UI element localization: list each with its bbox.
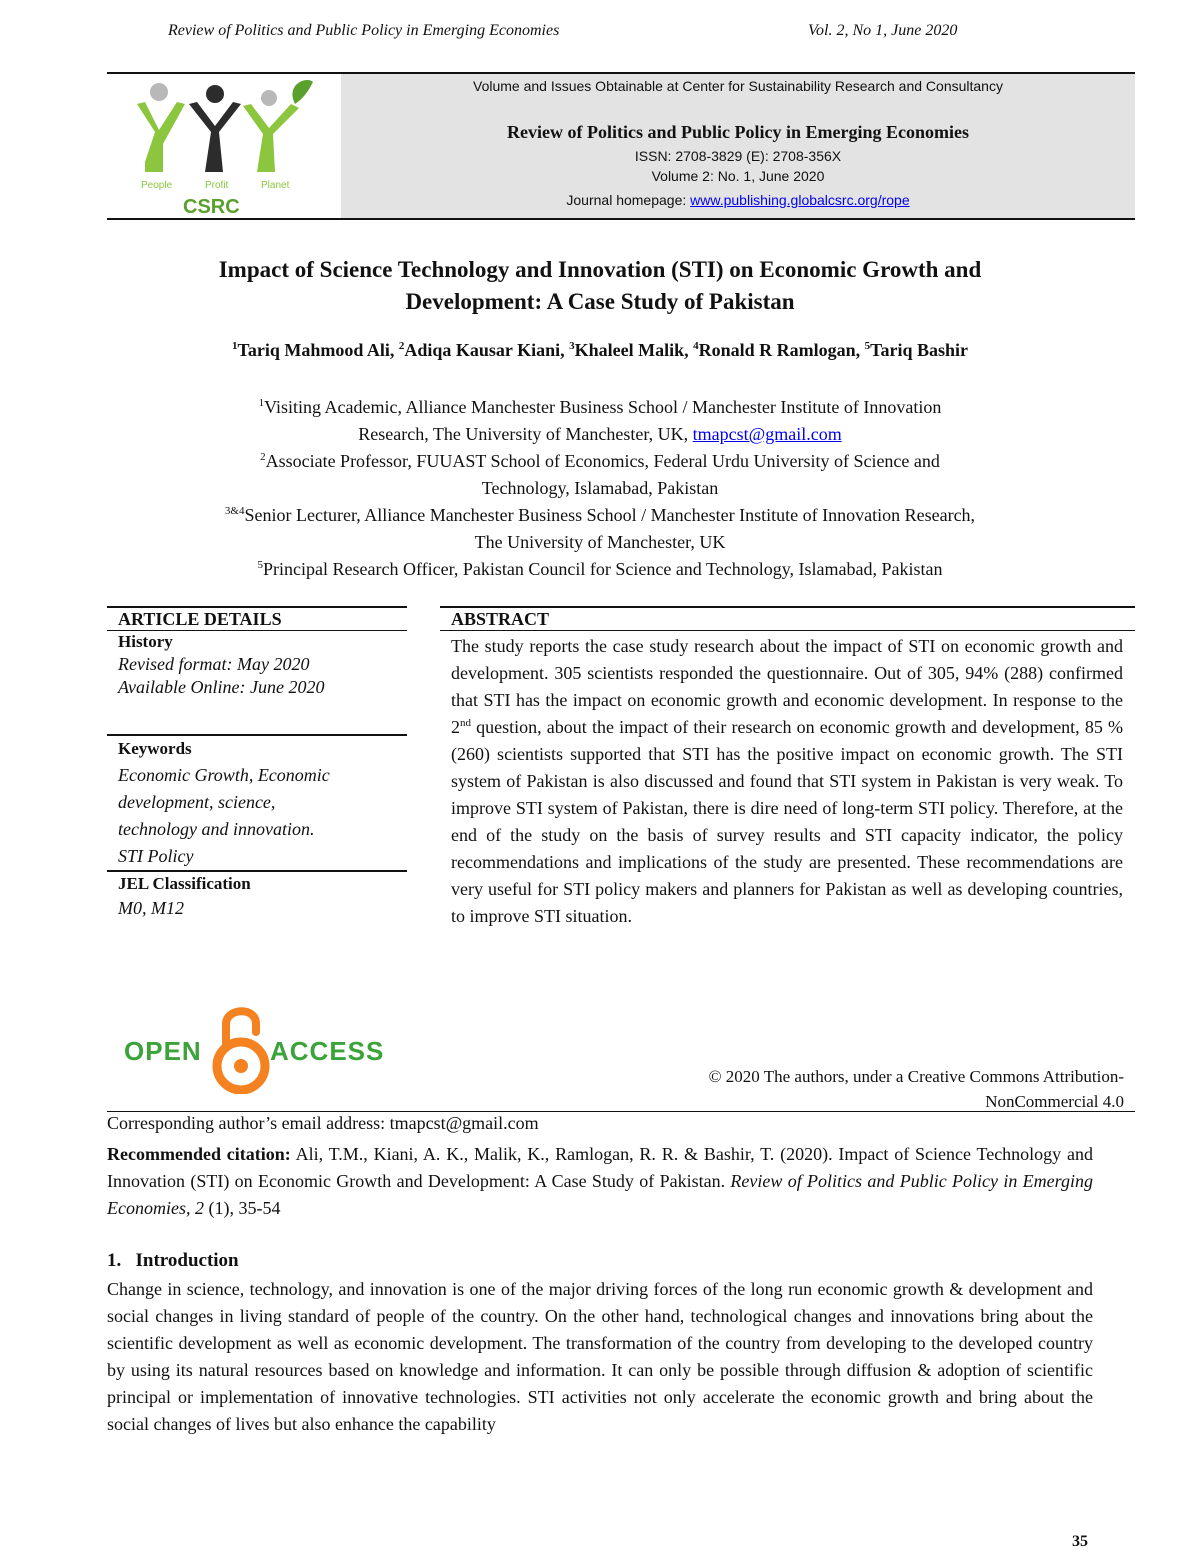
affiliation-1 [80, 394, 1120, 421]
open-access-left: OPEN [124, 1036, 202, 1066]
spacer [107, 699, 407, 734]
csrc-logo-icon [107, 74, 341, 218]
author-sup-2: 2 [398, 340, 405, 352]
affiliation-4 [80, 556, 1120, 583]
author-list [60, 340, 1140, 361]
author-sup-1: 1 [232, 340, 238, 352]
homepage-link[interactable]: www.publishing.globalcsrc.org/rope [690, 192, 910, 208]
abstract-body [440, 631, 1135, 930]
citation-text: Ali, T.M., Kiani, A. K., Malik, K., Ramlogan, R. R. & Bashir, T. (2020). Impact of Science Technology and Innovation (STI) on Economic Growth and Development: A Case Study of Pakistan. [107, 1144, 1093, 1191]
csrc-logo [107, 74, 341, 218]
jel-label: JEL Classification [118, 874, 251, 893]
affiliation-sup-4: 5 [257, 559, 263, 571]
abstract-text-2: question, about the impact of their research on economic growth and development, 85 %(260) scientists supported that STI has the positive impact on economic growth. The STI system of Pakistan is also discussed and found that STI system in Pakistan is very weak. To improve STI system of Pakistan, there is dire need of long-term STI policy. Therefore, at the end of the study on the basis of survey results and STI capacity indicator, the policy recommendations and implications of the study are presented. These recommendations are very useful for STI policy makers and planners for Pakistan as well as developing countries, to improve STI situation. [451, 717, 1123, 926]
affiliation-1-cont [80, 421, 1120, 448]
availability-line: Volume and Issues Obtainable at Center for Sustainability Research and Consultancy [473, 78, 1003, 94]
author-3: Khaleel Malik, [574, 340, 694, 360]
homepage-line [341, 192, 1135, 208]
author-sup-3: 3 [569, 340, 575, 352]
introduction-body: Change in science, technology, and innovation is one of the major driving forces of the long run economic growth & development and social changes in living standard of people of the country. On the other hand, technological changes and innovations bring about the scientific development as well as economic development. The transformation of the country from developing to the developed country by using its natural resources based on knowledge and information. It can only be possible through diffusion & adoption of scientific principal or implementation of innovative technologies. STI activities not only accelerate the economic growth and bring about the social changes of lives but also enhance the capability [107, 1279, 1093, 1434]
affiliation-email-link[interactable]: tmapcst@gmail.com [692, 424, 842, 444]
introduction-heading: 1. Introduction [107, 1250, 239, 1271]
affiliation-3-line-1: Senior Lecturer, Alliance Manchester Business School / Manchester Institute of Innovation Research, [244, 505, 976, 525]
affiliation-2 [80, 448, 1120, 475]
revised-date: Revised format: May 2020 [118, 654, 310, 674]
journal-info-box [341, 74, 1135, 218]
history-label: History [118, 632, 173, 651]
article-details-heading: ARTICLE DETAILS [118, 609, 282, 629]
author-sup-4: 4 [693, 340, 699, 352]
affiliation-2-line-1: Associate Professor, FUUAST School of Economics, Federal Urdu University of Science and [265, 451, 940, 471]
affiliation-4-line-1: Principal Research Officer, Pakistan Council for Science and Technology, Islamabad, Pakistan [263, 559, 943, 579]
recommended-citation [107, 1141, 1093, 1222]
keyword-line-4: STI Policy [118, 846, 194, 866]
keyword-line-2: development, science, [118, 792, 276, 812]
keywords-label: Keywords [118, 739, 192, 758]
logo-word-people: People [141, 180, 173, 191]
volume-line: Volume 2: No. 1, June 2020 [651, 168, 825, 184]
affiliation-sup-3: 3&4 [224, 505, 245, 517]
abstract-text-1: The study reports the case study research about the impact of STI on economic growth and development. 305 scientists responded the questionnaire. Out of 305, 94% (288) confirmed that STI has the impact on economic growth and economic development. In response to the 2 [451, 636, 1123, 737]
open-access-right: ACCESS [270, 1036, 385, 1066]
affiliation-sup-2: 2 [260, 451, 266, 463]
affiliation-3-cont: The University of Manchester, UK [474, 532, 726, 552]
abstract-column [440, 606, 1135, 930]
copyright-line-1: © 2020 The authors, under a Creative Commons Attribution- [708, 1067, 1124, 1086]
jel-codes: M0, M12 [118, 898, 184, 918]
open-access-lock-icon [210, 1002, 274, 1094]
affiliation-1-line-2: Research, The University of Manchester, UK, [358, 424, 693, 444]
author-5: Tariq Bashir [870, 340, 968, 360]
logo-word-planet: Planet [261, 180, 290, 191]
title-line-1: Impact of Science Technology and Innovation (STI) on Economic Growth and [218, 257, 982, 282]
abstract-sup: nd [460, 717, 471, 729]
affiliation-2-cont: Technology, Islamabad, Pakistan [481, 478, 719, 498]
article-details-column [107, 606, 407, 920]
logo-word-profit: Profit [205, 180, 229, 191]
affiliation-1-line-1: Visiting Academic, Alliance Manchester Business School / Manchester Institute of Innovation [264, 397, 942, 417]
copyright-notice [440, 1064, 1124, 1114]
citation-label: Recommended citation: [107, 1144, 291, 1164]
author-sup-5: 5 [864, 340, 871, 352]
journal-name: Review of Politics and Public Policy in Emerging Economies [507, 122, 969, 142]
author-2: Adiqa Kausar Kiani, [404, 340, 570, 360]
running-head-volume: Vol. 2, No 1, June 2020 [808, 22, 958, 39]
masthead [107, 72, 1135, 220]
page-number: 35 [1072, 1533, 1088, 1550]
citation-journal: Review of Politics and Public Policy in Emerging Economies, 2 [107, 1171, 1094, 1218]
author-1: Tariq Mahmood Ali, [237, 340, 399, 360]
corresponding-author: Corresponding author’s email address: tmapcst@gmail.com [107, 1113, 539, 1133]
issn-line: ISSN: 2708-3829 (E): 2708-356X [634, 148, 842, 164]
abstract-heading: ABSTRACT [451, 609, 550, 629]
open-access-logo [120, 1000, 385, 1100]
running-head-journal: Review of Politics and Public Policy in Emerging Economies [168, 22, 560, 39]
affiliation-3 [80, 502, 1120, 529]
available-date: Available Online: June 2020 [118, 677, 325, 697]
keyword-line-1: Economic Growth, Economic [118, 765, 330, 785]
copyright-line-2: NonCommercial 4.0 [985, 1092, 1124, 1111]
details-bottom-rule [107, 1111, 1135, 1112]
logo-csrc: CSRC [183, 196, 240, 218]
title-line-2: Development: A Case Study of Pakistan [405, 289, 795, 314]
citation-pages: (1), 35-54 [203, 1198, 281, 1218]
homepage-label: Journal homepage: [566, 192, 691, 208]
affiliations [80, 394, 1120, 583]
author-4: Ronald R Ramlogan, [698, 340, 865, 360]
affiliation-sup-1: 1 [258, 397, 265, 409]
paper-title [100, 254, 1100, 318]
keyword-line-3: technology and innovation. [118, 819, 315, 839]
